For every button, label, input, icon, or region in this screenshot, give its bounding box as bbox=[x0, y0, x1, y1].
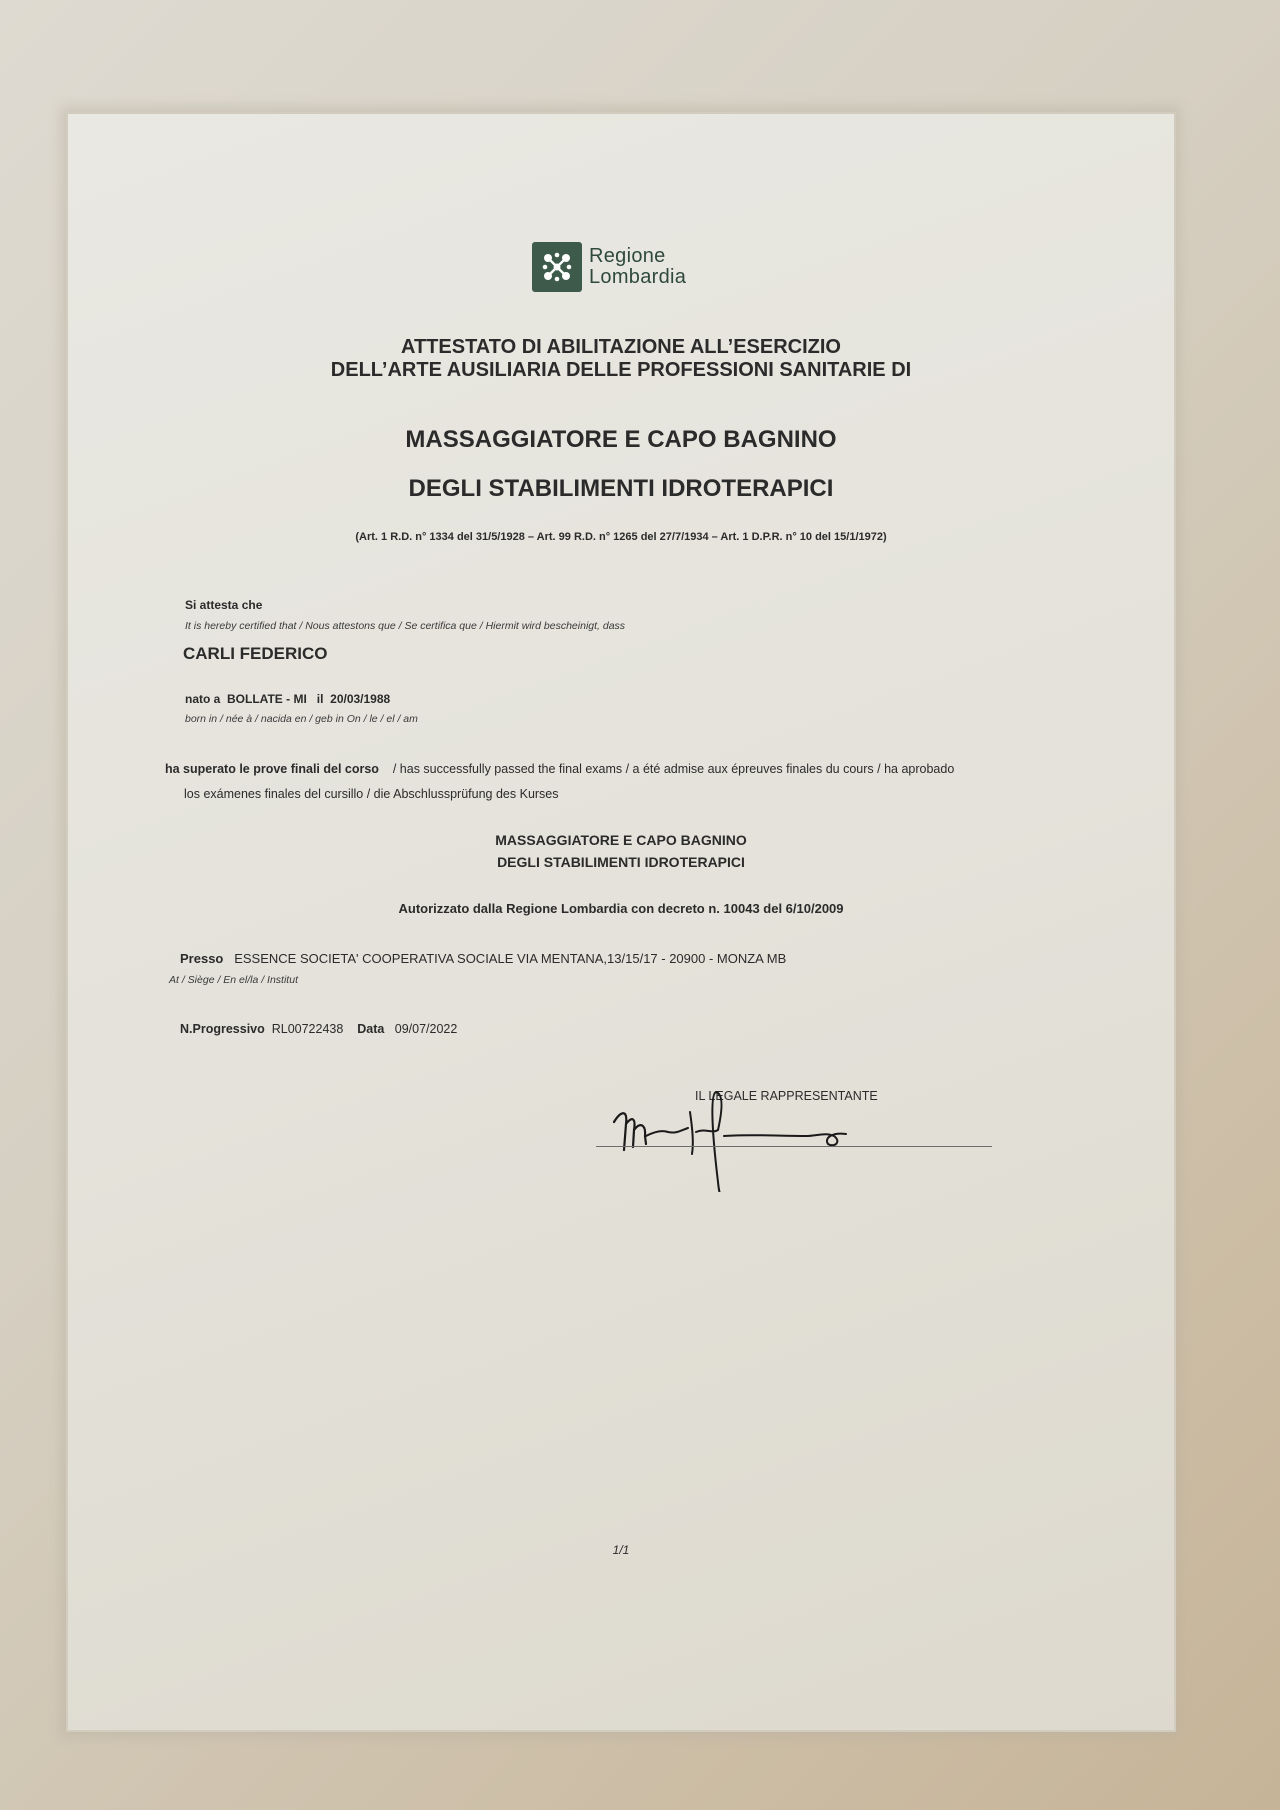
logo-line-1: Regione bbox=[589, 245, 666, 267]
data-label: Data bbox=[357, 1022, 385, 1036]
birth-place: BOLLATE - MI bbox=[227, 692, 307, 706]
legal-reference: (Art. 1 R.D. n° 1334 del 31/5/1928 – Art. 99 R.D. n° 1265 del 27/7/1934 – Art. 1 D.P.R. n° 10 del 15/1/1972) bbox=[355, 531, 887, 543]
header-line-2: DELL’ARTE AUSILIARIA DELLE PROFESSIONI SANITARIE DI bbox=[330, 359, 912, 381]
certify-label: Si attesta che bbox=[185, 598, 263, 612]
presso-translation: At / Siège / En el/la / Institut bbox=[169, 974, 298, 986]
exam-label: ha superato le prove finali del corso bbox=[165, 762, 379, 776]
birth-row bbox=[185, 692, 390, 706]
exam-translation-1: / has successfully passed the final exams / a été admise aux épreuves finales du cours / ha aprobado bbox=[392, 762, 955, 776]
data-value: 09/07/2022 bbox=[394, 1022, 458, 1036]
progressivo-value: RL00722438 bbox=[271, 1022, 344, 1036]
logo-text bbox=[589, 246, 686, 288]
exam-row bbox=[165, 762, 954, 776]
birth-date: 20/03/1988 bbox=[330, 692, 391, 706]
logo-line-2: Lombardia bbox=[589, 266, 687, 288]
certificate-title-2: DEGLI STABILIMENTI IDROTERAPICI bbox=[408, 475, 834, 502]
birth-translation: born in / née à / nacida en / geb in On / le / el / am bbox=[185, 713, 418, 725]
progressivo-row bbox=[180, 1022, 457, 1036]
presso-value: ESSENCE SOCIETA' COOPERATIVA SOCIALE VIA MENTANA,13/15/17 - 20900 - MONZA MB bbox=[234, 951, 787, 966]
presso-row bbox=[180, 951, 786, 966]
page-number: 1/1 bbox=[612, 1543, 630, 1557]
signature-line bbox=[596, 1146, 992, 1147]
course-name-1: MASSAGGIATORE E CAPO BAGNINO bbox=[495, 832, 747, 848]
holder-name: CARLI FEDERICO bbox=[183, 644, 328, 663]
signature-title: IL LEGALE RAPPRESENTANTE bbox=[695, 1089, 878, 1103]
certificate-sheet bbox=[66, 112, 1176, 1732]
certificate-title-1: MASSAGGIATORE E CAPO BAGNINO bbox=[405, 426, 837, 453]
handwritten-signature bbox=[606, 1072, 926, 1192]
presso-label: Presso bbox=[180, 951, 224, 966]
course-name-2: DEGLI STABILIMENTI IDROTERAPICI bbox=[497, 854, 745, 870]
certify-translation: It is hereby certified that / Nous attestons que / Se certifica que / Hiermit wird bescheinigt, dass bbox=[185, 620, 626, 632]
lombardia-rose-icon bbox=[532, 242, 582, 292]
regione-lombardia-logo bbox=[532, 242, 686, 292]
birth-label: nato a bbox=[185, 692, 221, 706]
birth-il: il bbox=[316, 692, 324, 706]
authorization-text: Autorizzato dalla Regione Lombardia con decreto n. 10043 del 6/10/2009 bbox=[398, 901, 844, 916]
header-line-1: ATTESTATO DI ABILITAZIONE ALL’ESERCIZIO bbox=[401, 336, 841, 358]
progressivo-label: N.Progressivo bbox=[180, 1022, 265, 1036]
exam-translation-2: los exámenes finales del cursillo / die Abschlussprüfung des Kurses bbox=[184, 787, 559, 801]
